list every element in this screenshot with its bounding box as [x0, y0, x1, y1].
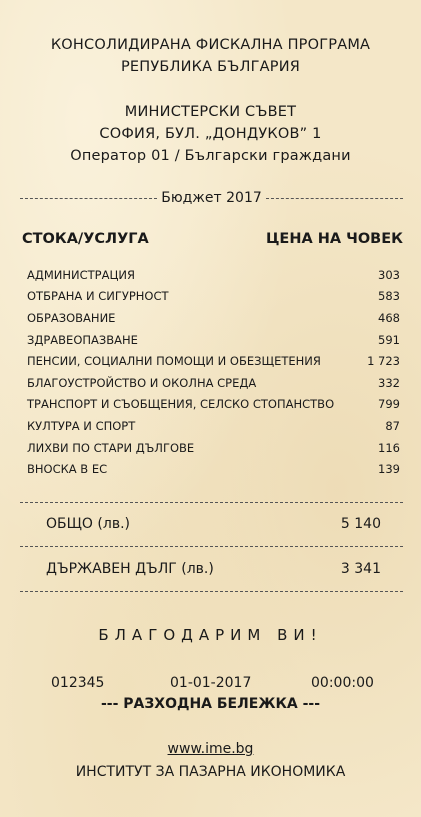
total-label: ОБЩО (лв.) [46, 516, 130, 532]
list-item [27, 286, 400, 308]
list-item [27, 264, 400, 286]
item-label: ОТБРАНА И СИГУРНОСТ [27, 289, 169, 304]
column-header-item: СТОКА/УСЛУГА [22, 231, 149, 247]
receipt-time: 00:00:00 [311, 675, 374, 691]
item-value: 116 [378, 440, 400, 455]
list-item [27, 437, 400, 459]
item-value: 583 [378, 289, 400, 304]
list-item [27, 307, 400, 329]
header-line-program: КОНСОЛИДИРАНА ФИСКАЛНА ПРОГРАМА [50, 37, 371, 53]
item-label: ВНОСКА В ЕС [27, 462, 108, 477]
divider [20, 502, 403, 503]
item-label: ТРАНСПОРТ И СЪОБЩЕНИЯ, СЕЛСКО СТОПАНСТВО [27, 397, 335, 412]
divider [20, 591, 403, 592]
item-value: 303 [378, 267, 400, 282]
item-value: 139 [378, 462, 400, 477]
receipt-label: --- РАЗХОДНА БЕЛЕЖКА --- [100, 696, 321, 712]
item-label: ПЕНСИИ, СОЦИАЛНИ ПОМОЩИ И ОБЕЗЩЕТЕНИЯ [27, 354, 321, 369]
dashed-line-right [266, 198, 403, 199]
receipt-date: 01-01-2017 [170, 675, 252, 691]
items-list [27, 264, 400, 480]
dashed-line-left [20, 198, 157, 199]
item-label: ЛИХВИ ПО СТАРИ ДЪЛГОВЕ [27, 440, 195, 455]
debt-label: ДЪРЖАВЕН ДЪЛГ (лв.) [46, 561, 214, 577]
item-label: БЛАГОУСТРОЙСТВО И ОКОЛНА СРЕДА [27, 375, 257, 390]
item-value: 332 [378, 375, 400, 390]
header-line-council: МИНИСТЕРСКИ СЪВЕТ [124, 104, 297, 120]
item-value: 468 [378, 310, 400, 325]
budget-title: Бюджет 2017 [161, 190, 262, 206]
divider [20, 546, 403, 547]
debt-value: 3 341 [340, 561, 381, 577]
budget-divider [20, 190, 403, 206]
header-line-operator: Оператор 01 / Български граждани [70, 148, 351, 164]
item-label: ЗДРАВЕОПАЗВАНЕ [27, 332, 138, 347]
list-item [27, 350, 400, 372]
header-line-address: СОФИЯ, БУЛ. „ДОНДУКОВ” 1 [99, 126, 322, 142]
item-value: 87 [385, 418, 400, 433]
thanks-message: БЛАГОДАРИМ ВИ! [98, 626, 323, 644]
item-value: 799 [378, 397, 400, 412]
list-item [27, 372, 400, 394]
column-header-price: ЦЕНА НА ЧОВЕК [265, 231, 403, 247]
total-value: 5 140 [340, 516, 381, 532]
item-label: АДМИНИСТРАЦИЯ [27, 267, 136, 282]
header-line-republic: РЕПУБЛИКА БЪЛГАРИЯ [120, 59, 301, 75]
list-item [27, 415, 400, 437]
list-item [27, 329, 400, 351]
item-label: КУЛТУРА И СПОРТ [27, 418, 136, 433]
item-label: ОБРАЗОВАНИЕ [27, 310, 116, 325]
institute-name: ИНСТИТУТ ЗА ПАЗАРНА ИКОНОМИКА [75, 764, 346, 780]
website-link[interactable]: www.ime.bg [167, 741, 254, 757]
item-value: 591 [378, 332, 400, 347]
list-item [27, 394, 400, 416]
receipt-number: 012345 [51, 675, 105, 691]
list-item [27, 458, 400, 480]
item-value: 1 723 [367, 354, 400, 369]
